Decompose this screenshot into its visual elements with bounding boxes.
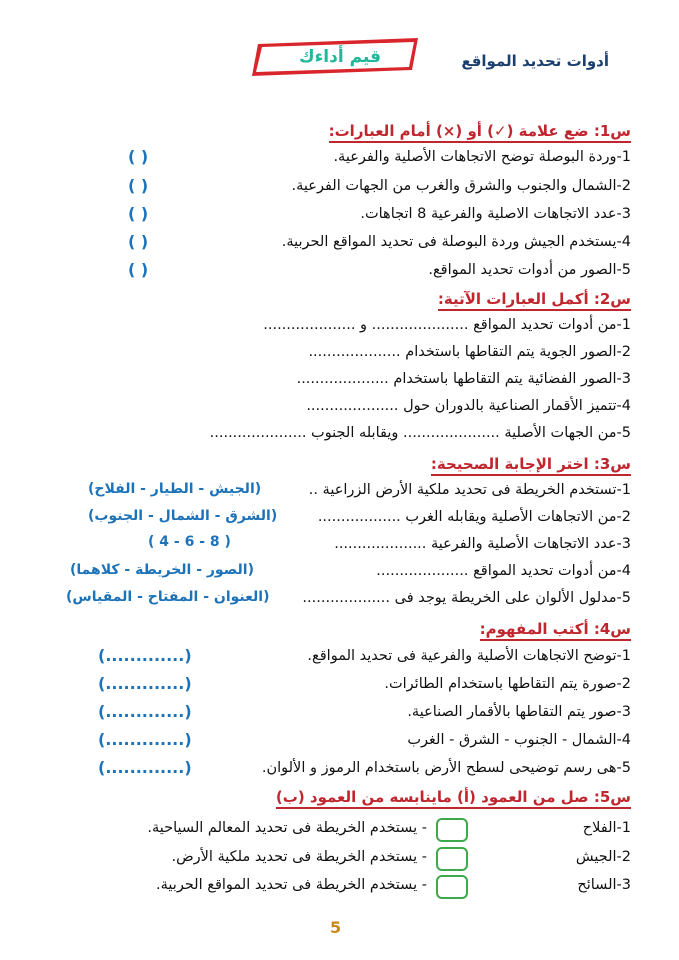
- q1-answer-3[interactable]: ( ): [128, 204, 149, 223]
- q1-item-3: 3-عدد الاتجاهات الاصلية والفرعية 8 اتجاهات.: [360, 206, 631, 222]
- page-title: أدوات تحديد المواقع: [461, 52, 609, 70]
- q3-options-5[interactable]: (العنوان - المفتاح - المقياس): [66, 589, 270, 605]
- q3-item-2: 2-من الاتجاهات الأصلية ويقابله الغرب ..................: [317, 509, 631, 525]
- q4-heading: س4: أكتب المفهوم:: [480, 620, 631, 638]
- q4-item-4: 4-الشمال - الجنوب - الشرق - الغرب: [407, 732, 631, 748]
- page-number: 5: [330, 918, 342, 937]
- q2-heading: س2: أكمل العبارات الآتية:: [438, 290, 631, 308]
- q3-options-2[interactable]: (الشرق - الشمال - الجنوب): [88, 508, 278, 524]
- q4-answer-3[interactable]: (.............): [98, 702, 192, 721]
- q4-answer-1[interactable]: (.............): [98, 646, 192, 665]
- q2-item-5[interactable]: 5-من الجهات الأصلية ..................... ويقابله الجنوب .....................: [209, 425, 631, 441]
- q5-column-b-3: - يستخدم الخريطة فى تحديد المواقع الحربية.: [156, 877, 427, 893]
- q5-answer-box-1[interactable]: [436, 818, 468, 842]
- q1-answer-4[interactable]: ( ): [128, 232, 149, 251]
- q1-heading: س1: ضع علامة (✓) أو (×) أمام العبارات:: [329, 122, 631, 140]
- q1-item-4: 4-يستخدم الجيش وردة البوصلة فى تحديد المواقع الحربية.: [281, 234, 631, 250]
- q3-item-4: 4-من أدوات تحديد المواقع ....................: [376, 563, 631, 579]
- q1-answer-1[interactable]: ( ): [128, 147, 149, 166]
- q4-answer-5[interactable]: (.............): [98, 758, 192, 777]
- q3-heading: س3: اختر الإجابة الصحيحة:: [431, 455, 631, 473]
- q5-answer-box-2[interactable]: [436, 847, 468, 871]
- q5-column-a-2: 2-الجيش: [575, 849, 631, 865]
- q1-item-5: 5-الصور من أدوات تحديد المواقع.: [428, 262, 631, 278]
- q4-item-2: 2-صورة يتم التقاطها باستخدام الطائرات.: [384, 676, 631, 692]
- q1-item-1: 1-وردة البوصلة توضح الاتجاهات الأصلية والفرعية.: [333, 149, 631, 165]
- q5-column-b-1: - يستخدم الخريطة فى تحديد المعالم السياحية.: [147, 820, 427, 836]
- q5-column-a-1: 1-الفلاح: [582, 820, 631, 836]
- q4-item-5: 5-هى رسم توضيحى لسطح الأرض باستخدام الرموز و الألوان.: [261, 760, 631, 776]
- banner-label: قيم أداءك: [299, 47, 381, 67]
- q4-answer-2[interactable]: (.............): [98, 674, 192, 693]
- q4-item-3: 3-صور يتم التقاطها بالأقمار الصناعية.: [407, 704, 631, 720]
- q1-answer-5[interactable]: ( ): [128, 260, 149, 279]
- q5-column-b-2: - يستخدم الخريطة فى تحديد ملكية الأرض.: [171, 849, 427, 865]
- q3-options-3[interactable]: ( 4 - 6 - 8 ): [148, 534, 231, 550]
- q5-heading: س5: صل من العمود (أ) ماينابسه من العمود (ب): [276, 788, 631, 806]
- q3-options-4[interactable]: (الصور - الخريطة - كلاهما): [70, 562, 254, 578]
- q1-item-2: 2-الشمال والجنوب والشرق والغرب من الجهات الفرعية.: [291, 178, 631, 194]
- q2-item-3[interactable]: 3-الصور الفضائية يتم التقاطها باستخدام ....................: [296, 371, 631, 387]
- q3-item-5: 5-مدلول الألوان على الخريطة يوجد فى ...................: [302, 590, 631, 606]
- q3-item-1: 1-تستخدم الخريطة فى تحديد ملكية الأرض الزراعية ..: [308, 482, 631, 498]
- q1-answer-2[interactable]: ( ): [128, 176, 149, 195]
- q4-item-1: 1-توضح الاتجاهات الأصلية والفرعية فى تحديد المواقع.: [307, 648, 631, 664]
- q3-options-1[interactable]: (الجيش - الطيار - الفلاح): [88, 481, 262, 497]
- q5-answer-box-3[interactable]: [436, 875, 468, 899]
- q2-item-2[interactable]: 2-الصور الجوية يتم التقاطها باستخدام ....................: [308, 344, 631, 360]
- q3-item-3: 3-عدد الاتجاهات الأصلية والفرعية ....................: [334, 536, 631, 552]
- q4-answer-4[interactable]: (.............): [98, 730, 192, 749]
- q5-column-a-3: 3-السائح: [577, 877, 631, 893]
- q2-item-4[interactable]: 4-تتميز الأقمار الصناعية بالدوران حول ....................: [306, 398, 631, 414]
- q2-item-1[interactable]: 1-من أدوات تحديد المواقع ..................... و ....................: [263, 317, 631, 333]
